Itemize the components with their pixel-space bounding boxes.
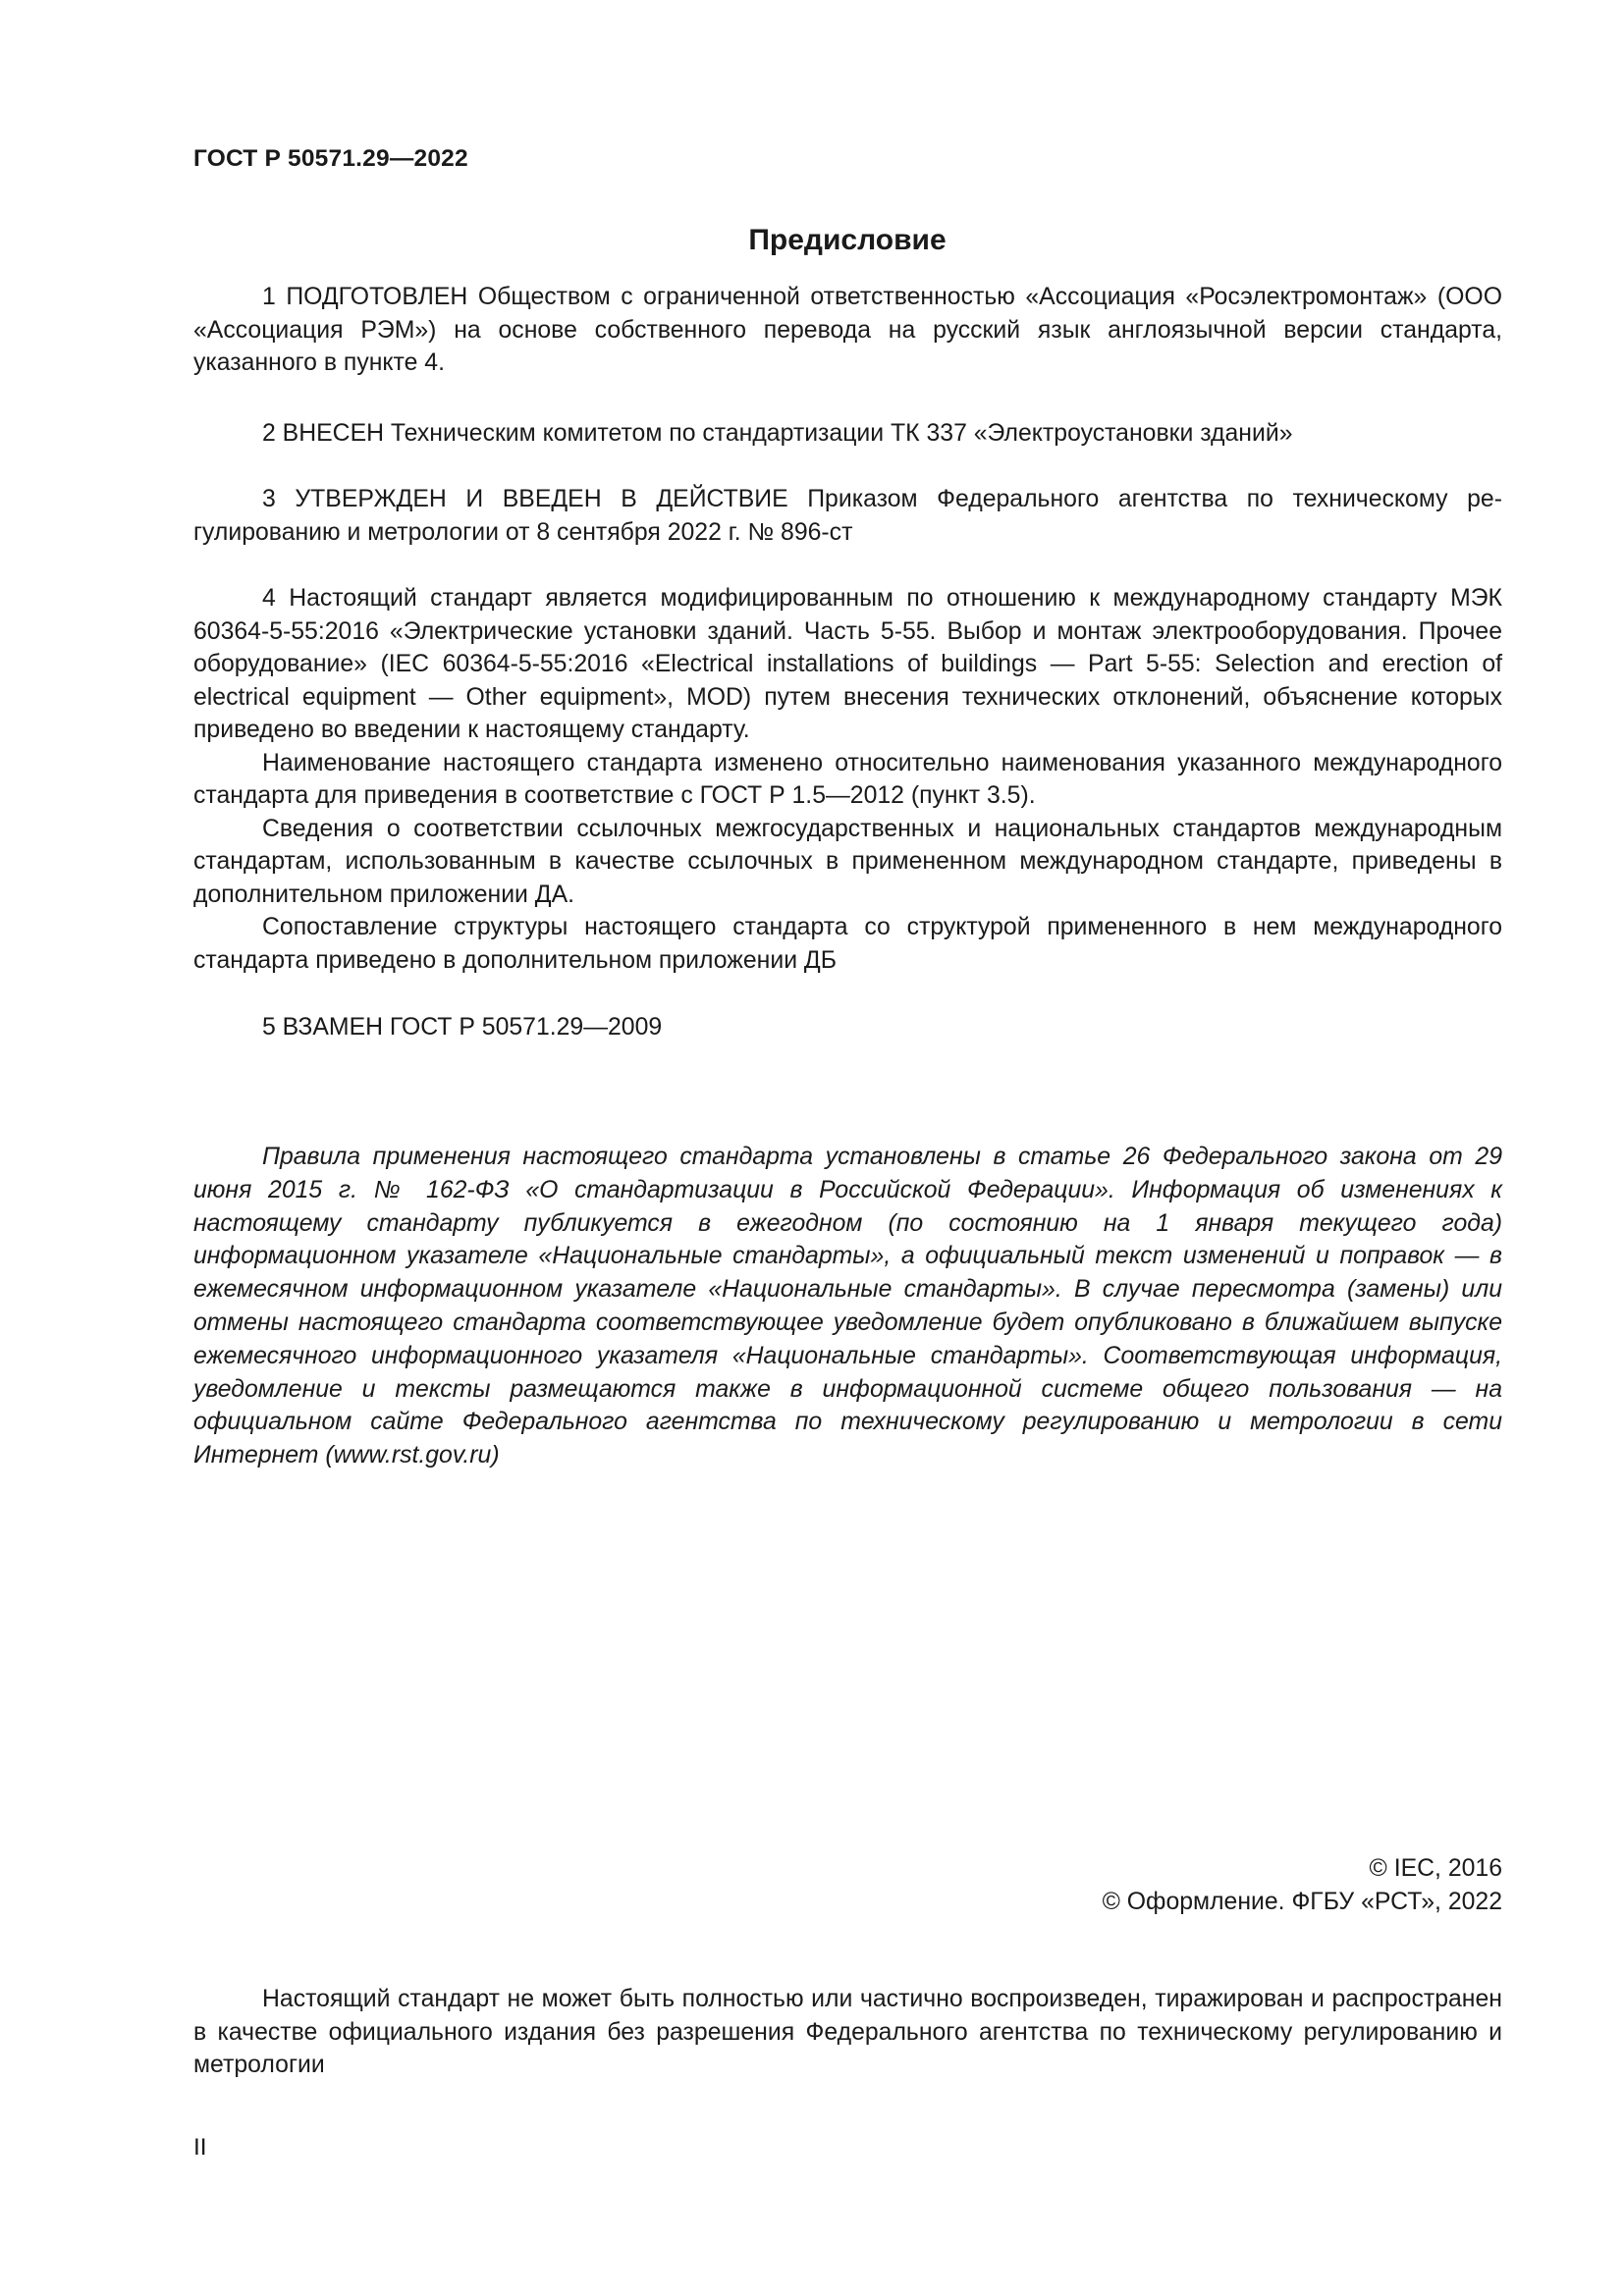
rules-notice [193,1141,1502,1472]
page-title: Предисловие [748,224,947,256]
item-1-text: 1 ПОДГОТОВЛЕН Обществом с ограниченной ответственностью «Ассоциация «Росэлектромонтаж» (ООО «Ассоциация РЭМ») на основе собственного перевода на русский язык англоязычной версии стандарта, указанного в пункте 4. [193,284,1502,376]
page-number: II [193,2134,207,2161]
item-4-paragraph-2: Наименование настоящего стандарта изменено относительно наименования указанного международного стандарта для приведения в соответствие с ГОСТ Р 1.5—2012 (пункт 3.5). [193,749,1502,809]
item-5 [193,1011,1502,1044]
item-4-paragraph-3: Сведения о соответствии ссылочных межгосударственных и национальных стандартов международным стандартам, использованным в качестве ссылочных в примененном международном стандарте, приведены в дополнительном приложении ДА. [193,815,1502,908]
copyright-iec: © IEC, 2016 [1369,1855,1502,1882]
reproduction-notice-text: Настоящий стандарт не может быть полностью или частично воспроизведен, тиражирован и распространен в качестве официального издания без разрешения Федерального агентства по техническому регулированию и метрологии [193,1986,1502,2078]
item-2-text: 2 ВНЕСЕН Техническим комитетом по стандартизации ТК 337 «Электроустановки зданий» [262,420,1293,447]
item-4-paragraph-1: 4 Настоящий стандарт является модифицированным по отношению к международному стандарту МЭК 60364-5-55:2016 «Электрические установки зданий. Часть 5-55. Выбор и монтаж электрооборудования. Прочее оборудование» (IEC 60364-5-55:2016 «Electrical installations of buildings — Part 5-55: Selection and erection of electrical equipment — Other equipment», MOD) путем внесения технических отклонений, объяснение которых приведено во введении к настоящему стандарту. [193,585,1502,743]
item-5-text: 5 ВЗАМЕН ГОСТ Р 50571.29—2009 [262,1014,663,1041]
item-4 [193,582,1502,977]
item-1 [193,281,1502,380]
item-4-paragraph-4: Сопоставление структуры настоящего стандарта со структурой примененного в нем международного стандарта приведено в дополнительном приложении ДБ [193,914,1502,974]
rules-notice-text: Правила применения настоящего стандарта установлены в статье 26 Федерального закона от 29 июня 2015 г. № 162-ФЗ «О стандартизации в Российской Федерации». Информация об изменениях к настоящему стандарту публикуется в ежегодном (по состоянию на 1 января текущего года) информационном указателе «Национальные стандарты», а официальный текст изменений и поправок — в ежемесячном информационном указателе «Национальные стандарты». В случае пересмотра (замены) или отмены настоящего стандарта соответствующее уведомление будет опубликовано в ближайшем выпуске ежемесячного информационного указателя «Национальные стандарты». Соответствующая информация, уведомление и тексты размещаются также в информационной системе общего пользования — на официальном сайте Федерального агентства по техническому регулированию и метрологии в сети Интернет (www.rst.gov.ru) [193,1144,1502,1469]
copyright-rst: © Оформление. ФГБУ «РСТ», 2022 [1102,1888,1502,1915]
item-3 [193,483,1502,549]
document-id-header: ГОСТ Р 50571.29—2022 [193,145,468,172]
copyright-block [1103,1852,1502,1918]
reproduction-notice [193,1983,1502,2082]
item-2 [193,417,1502,451]
item-3-text: 3 УТВЕРЖДЕН И ВВЕДЕН В ДЕЙСТВИЕ Приказом Федерального агентства по техническому регулированию и метрологии от 8 сентября 2022 г. № 896-ст [193,486,1502,546]
